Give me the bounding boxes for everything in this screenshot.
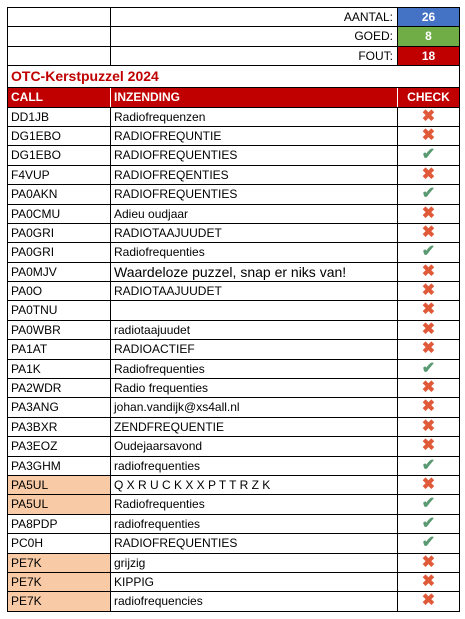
cross-icon: ✖ [421, 475, 436, 493]
table-row [8, 359, 459, 378]
entries-table-body [8, 107, 459, 611]
check-cell[interactable] [398, 146, 459, 164]
goed-value[interactable]: 8 [398, 27, 459, 45]
table-row [8, 514, 459, 533]
table-row [8, 145, 459, 164]
table-row [8, 553, 459, 572]
cross-icon: ✖ [421, 417, 436, 435]
cross-icon: ✖ [421, 282, 436, 300]
column-header-check[interactable]: CHECK [407, 90, 450, 105]
call-cell[interactable]: PA1K [8, 360, 111, 378]
empty-cell[interactable] [8, 8, 111, 26]
check-cell[interactable] [398, 321, 459, 339]
call-cell[interactable]: PA0WBR [8, 321, 111, 339]
inzending-cell[interactable]: RADIOFREQUENTIES [111, 146, 398, 164]
call-cell[interactable]: PA0GRI [8, 243, 111, 261]
cross-icon: ✖ [421, 572, 436, 590]
inzending-cell[interactable]: Adieu oudjaar [111, 205, 398, 223]
inzending-cell[interactable]: Q X R U C K X X P T T R Z K [111, 476, 398, 494]
table-row [8, 456, 459, 475]
inzending-cell[interactable] [111, 301, 398, 319]
call-cell[interactable]: PA3BXR [8, 418, 111, 436]
fout-label[interactable]: FOUT: [111, 47, 398, 65]
check-cell[interactable] [398, 592, 459, 610]
table-row [8, 126, 459, 145]
check-cell[interactable] [398, 360, 459, 378]
inzending-cell[interactable]: Radiofrequenties [111, 495, 398, 513]
fout-value[interactable]: 18 [398, 47, 459, 65]
table-row [8, 184, 459, 203]
checkmark-icon: ✔ [421, 185, 436, 203]
cross-icon: ✖ [421, 301, 436, 319]
inzending-cell[interactable]: RADIOTAAJUUDET [111, 282, 398, 300]
goed-label[interactable]: GOED: [111, 27, 398, 45]
inzending-cell[interactable]: johan.vandijk@xs4all.nl [111, 398, 398, 416]
call-cell[interactable]: PA3ANG [8, 398, 111, 416]
summary-row-fout [8, 46, 459, 65]
table-row [8, 475, 459, 494]
inzending-cell[interactable]: RADIOFREQUENTIES [111, 534, 398, 552]
cross-icon: ✖ [421, 320, 436, 338]
check-cell[interactable] [398, 554, 459, 572]
cross-icon: ✖ [421, 262, 436, 280]
inzending-cell[interactable]: KIPPIG [111, 573, 398, 591]
call-cell[interactable]: PA8PDP [8, 515, 111, 533]
check-cell[interactable] [398, 437, 459, 455]
check-cell[interactable] [398, 573, 459, 591]
check-cell[interactable] [398, 379, 459, 397]
inzending-cell[interactable]: grijzig [111, 554, 398, 572]
call-cell[interactable]: PE7K [8, 554, 111, 572]
empty-cell[interactable] [8, 47, 111, 65]
table-row [8, 300, 459, 319]
checkmark-icon: ✔ [421, 146, 436, 164]
table-row [8, 533, 459, 552]
call-cell[interactable]: PA2WDR [8, 379, 111, 397]
column-header-inzending[interactable]: INZENDING [111, 88, 398, 106]
table-row [8, 378, 459, 397]
aantal-value[interactable]: 26 [398, 8, 459, 26]
call-cell[interactable]: PE7K [8, 573, 111, 591]
check-cell[interactable] [398, 127, 459, 145]
cross-icon: ✖ [421, 165, 436, 183]
inzending-cell[interactable]: RADIOTAAJUUDET [111, 224, 398, 242]
check-cell[interactable] [398, 340, 459, 358]
checkmark-icon: ✔ [421, 514, 436, 532]
check-cell[interactable] [398, 224, 459, 242]
cross-icon: ✖ [421, 204, 436, 222]
check-cell[interactable] [398, 457, 459, 475]
table-row [8, 591, 459, 610]
table-row [8, 339, 459, 358]
sheet-title[interactable]: OTC-Kerstpuzzel 2024 [11, 68, 159, 85]
check-cell[interactable] [398, 185, 459, 203]
table-row [8, 494, 459, 513]
inzending-cell[interactable]: radiofrequencies [111, 592, 398, 610]
cross-icon: ✖ [421, 437, 436, 455]
call-cell[interactable]: PA0AKN [8, 185, 111, 203]
table-row [8, 320, 459, 339]
call-cell[interactable]: PA0O [8, 282, 111, 300]
check-cell[interactable] [398, 166, 459, 184]
empty-cell[interactable] [8, 27, 111, 45]
cross-icon: ✖ [421, 223, 436, 241]
call-cell[interactable]: PA1AT [8, 340, 111, 358]
checkmark-icon: ✔ [421, 534, 436, 552]
inzending-cell[interactable]: RADIOFREQENTIES [111, 166, 398, 184]
call-cell[interactable]: PA5UL [8, 476, 111, 494]
column-header-call[interactable]: CALL [8, 88, 111, 106]
column-header-row [8, 87, 459, 106]
inzending-cell[interactable]: Radiofrequenties [111, 360, 398, 378]
call-cell[interactable]: PA3GHM [8, 457, 111, 475]
inzending-cell[interactable]: Oudejaarsavond [111, 437, 398, 455]
check-cell[interactable] [398, 515, 459, 533]
checkmark-icon: ✔ [421, 456, 436, 474]
cross-icon: ✖ [421, 398, 436, 416]
inzending-cell[interactable]: radiotaajuudet [111, 321, 398, 339]
call-cell[interactable]: DG1EBO [8, 146, 111, 164]
call-cell[interactable]: PA5UL [8, 495, 111, 513]
inzending-cell[interactable]: RADIOFREQUNTIE [111, 127, 398, 145]
call-cell[interactable]: PA0CMU [8, 205, 111, 223]
inzending-cell[interactable]: radiofrequenties [111, 515, 398, 533]
check-cell[interactable] [398, 108, 459, 126]
inzending-cell[interactable]: radiofrequenties [111, 457, 398, 475]
call-cell[interactable]: PA0MJV [8, 263, 111, 281]
table-row [8, 397, 459, 416]
table-row [8, 281, 459, 300]
call-cell[interactable]: DD1JB [8, 108, 111, 126]
check-cell[interactable] [398, 418, 459, 436]
title-row [8, 65, 459, 87]
cross-icon: ✖ [421, 379, 436, 397]
check-cell[interactable] [398, 534, 459, 552]
check-cell[interactable] [398, 205, 459, 223]
check-cell[interactable] [398, 243, 459, 261]
table-row [8, 417, 459, 436]
checkmark-icon: ✔ [421, 359, 436, 377]
check-cell[interactable] [398, 282, 459, 300]
inzending-cell[interactable]: Radio frequenties [111, 379, 398, 397]
call-cell[interactable]: PE7K [8, 592, 111, 610]
call-cell[interactable]: F4VUP [8, 166, 111, 184]
check-cell[interactable] [398, 263, 459, 281]
table-row [8, 436, 459, 455]
table-row [8, 204, 459, 223]
check-cell[interactable] [398, 476, 459, 494]
check-cell[interactable] [398, 398, 459, 416]
inzending-cell[interactable]: ZENDFREQUENTIE [111, 418, 398, 436]
cross-icon: ✖ [421, 340, 436, 358]
aantal-label[interactable]: AANTAL: [111, 8, 398, 26]
call-cell[interactable]: PA0TNU [8, 301, 111, 319]
table-row [8, 262, 459, 281]
cross-icon: ✖ [421, 592, 436, 610]
call-cell[interactable]: DG1EBO [8, 127, 111, 145]
check-cell[interactable] [398, 301, 459, 319]
summary-row-goed [8, 26, 459, 45]
cross-icon: ✖ [421, 553, 436, 571]
table-row [8, 242, 459, 261]
checkmark-icon: ✔ [421, 495, 436, 513]
call-cell[interactable]: PC0H [8, 534, 111, 552]
inzending-cell[interactable]: Radiofrequenties [111, 243, 398, 261]
table-row [8, 572, 459, 591]
inzending-cell[interactable]: RADIOFREQUENTIES [111, 185, 398, 203]
cross-icon: ✖ [421, 107, 436, 125]
checkmark-icon: ✔ [421, 243, 436, 261]
table-row [8, 107, 459, 126]
spreadsheet [7, 7, 460, 612]
inzending-cell[interactable]: RADIOACTIEF [111, 340, 398, 358]
summary-row-aantal [8, 7, 459, 26]
call-cell[interactable]: PA0GRI [8, 224, 111, 242]
table-row [8, 165, 459, 184]
inzending-cell[interactable]: Waardeloze puzzel, snap er niks van! [111, 263, 398, 281]
check-cell[interactable] [398, 495, 459, 513]
inzending-cell[interactable]: Radiofrequenzen [111, 108, 398, 126]
cross-icon: ✖ [421, 126, 436, 144]
table-row [8, 223, 459, 242]
call-cell[interactable]: PA3EOZ [8, 437, 111, 455]
